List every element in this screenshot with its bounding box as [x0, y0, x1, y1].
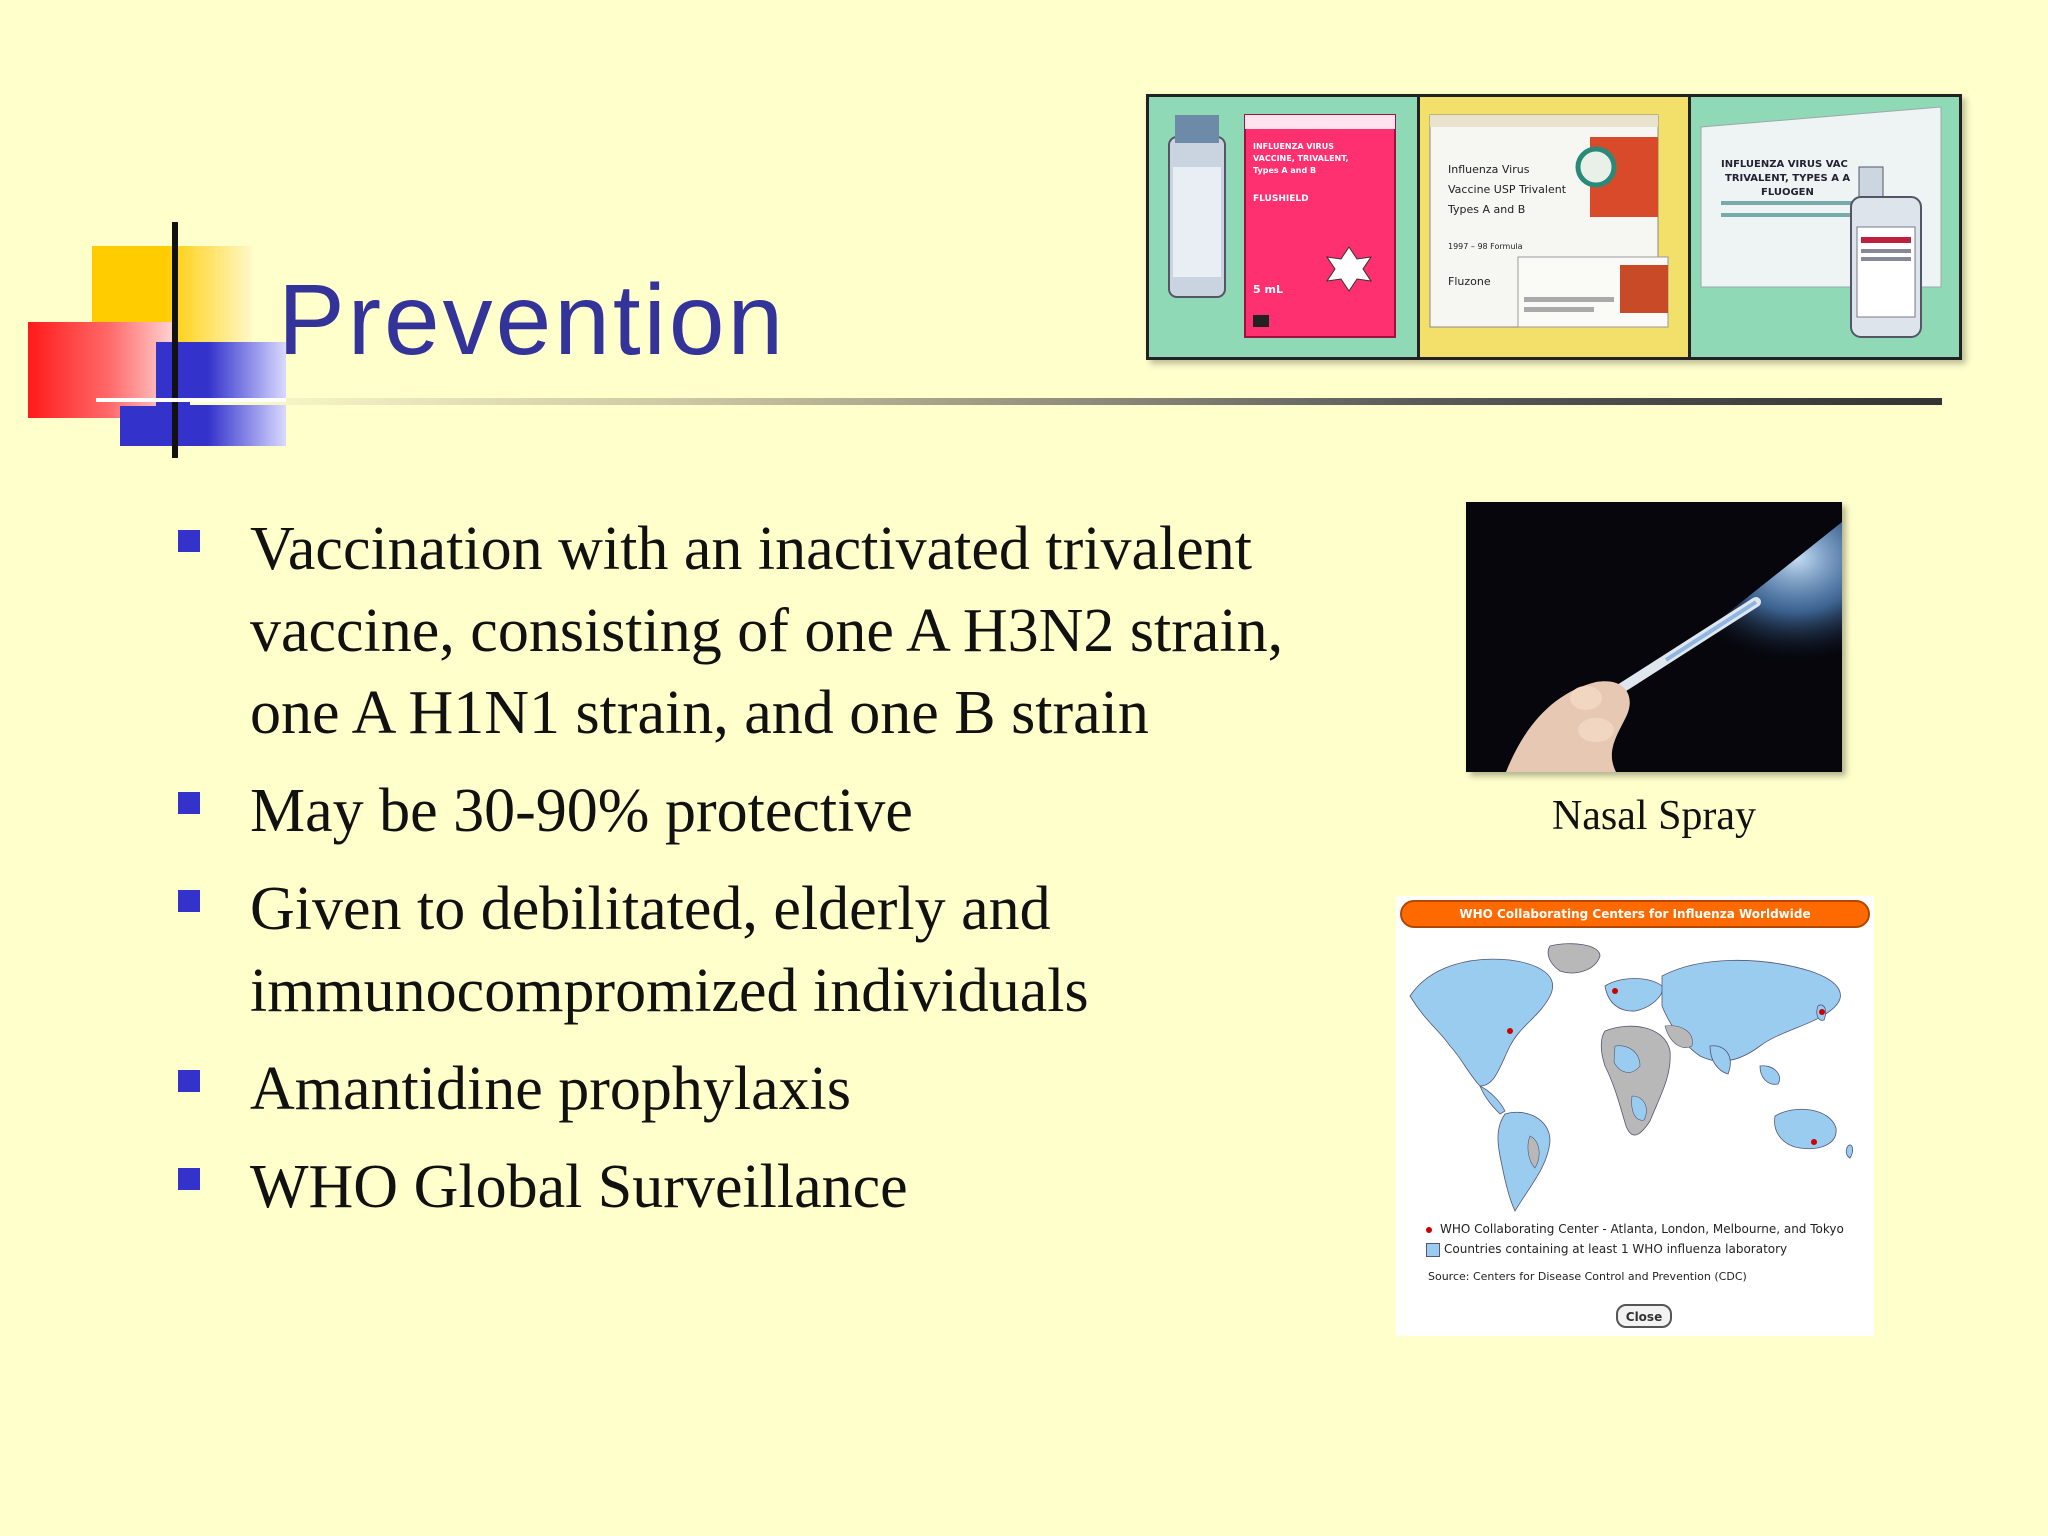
south-america	[1498, 1112, 1550, 1211]
center-melbourne	[1811, 1139, 1817, 1145]
who-map-header: WHO Collaborating Centers for Influenza Worldwide	[1400, 900, 1870, 928]
bullet-item	[176, 1048, 1306, 1130]
blue-square-icon	[1426, 1243, 1440, 1257]
box3-line3: FLUOGEN	[1761, 187, 1814, 198]
center-london	[1612, 988, 1618, 994]
legend-countries-text: Countries containing at least 1 WHO influenza laboratory	[1444, 1242, 1788, 1256]
new-zealand	[1846, 1145, 1852, 1158]
square-bullet-icon	[178, 530, 200, 552]
flushield-illustration	[1149, 97, 1419, 357]
box1-line4: FLUSHIELD	[1253, 194, 1309, 204]
square-bullet-icon	[178, 792, 200, 814]
bullet-list	[176, 508, 1306, 1244]
bullet-item	[176, 770, 1306, 852]
southeast-asia	[1760, 1066, 1780, 1085]
nasal-spray-illustration	[1466, 502, 1842, 772]
central-america	[1480, 1086, 1505, 1114]
bullet-text: Given to debilitated, elderly and immunocompromized individuals	[250, 875, 1089, 1025]
box3-line2: TRIVALENT, TYPES A A	[1725, 173, 1851, 184]
logo-red-square	[28, 322, 176, 418]
europe	[1605, 979, 1662, 1012]
vaccine-photo-fluzone	[1420, 97, 1691, 357]
africa	[1601, 1026, 1670, 1135]
box2-line4: 1997 – 98 Formula	[1448, 242, 1523, 251]
box2-line5: Fluzone	[1448, 275, 1491, 288]
legend-centers-text: WHO Collaborating Center - Atlanta, London, Melbourne, and Tokyo	[1440, 1222, 1844, 1236]
logo-vertical-line	[172, 222, 178, 458]
box1-line1: INFLUENZA VIRUS	[1253, 142, 1334, 151]
greenland	[1548, 944, 1600, 973]
box1-line3: Types A and B	[1253, 166, 1317, 175]
logo-blue-square-small	[120, 406, 204, 446]
square-bullet-icon	[178, 1070, 200, 1092]
square-bullet-icon	[178, 1168, 200, 1190]
vaccine-photo-fluogen	[1691, 97, 1959, 357]
world-map	[1400, 936, 1870, 1216]
center-atlanta	[1507, 1028, 1513, 1034]
legend-countries	[1426, 1242, 1787, 1257]
box1-line2: VACCINE, TRIVALENT,	[1253, 154, 1349, 163]
close-button[interactable]: Close	[1616, 1304, 1672, 1328]
box2-line2: Vaccine USP Trivalent	[1448, 183, 1567, 196]
legend-centers	[1426, 1222, 1844, 1236]
bullet-text: WHO Global Surveillance	[250, 1153, 908, 1221]
bullet-item	[176, 508, 1306, 754]
fluzone-illustration	[1420, 97, 1690, 357]
red-dot-icon	[1426, 1227, 1432, 1233]
bullet-text: Amantidine prophylaxis	[250, 1055, 851, 1123]
box2-line3: Types A and B	[1448, 203, 1526, 216]
nasal-spray-photo	[1466, 502, 1842, 772]
box2-line1: Influenza Virus	[1448, 163, 1530, 176]
bullet-item	[176, 868, 1306, 1032]
fluogen-illustration	[1691, 97, 1959, 357]
title-rule	[190, 398, 1942, 405]
bullet-text: Vaccination with an inactivated trivalent vaccine, consisting of one A H3N2 strain, one A H1N1 strain, and one B strain	[250, 515, 1284, 747]
square-bullet-icon	[178, 890, 200, 912]
logo-white-line	[96, 398, 286, 402]
box1-line5: 5 mL	[1253, 283, 1283, 296]
map-source: Source: Centers for Disease Control and Prevention (CDC)	[1428, 1270, 1747, 1283]
vaccine-photo	[1146, 94, 1962, 360]
bullet-item	[176, 1146, 1306, 1228]
north-america	[1410, 959, 1553, 1086]
nasal-spray-caption: Nasal Spray	[1551, 793, 1757, 839]
bullet-text: May be 30-90% protective	[250, 777, 913, 845]
slide-title: Prevention	[278, 264, 787, 376]
australia	[1775, 1109, 1837, 1148]
vaccine-photo-flushield	[1149, 97, 1420, 357]
center-tokyo	[1819, 1009, 1825, 1015]
box3-line1: INFLUENZA VIRUS VAC	[1721, 159, 1848, 170]
